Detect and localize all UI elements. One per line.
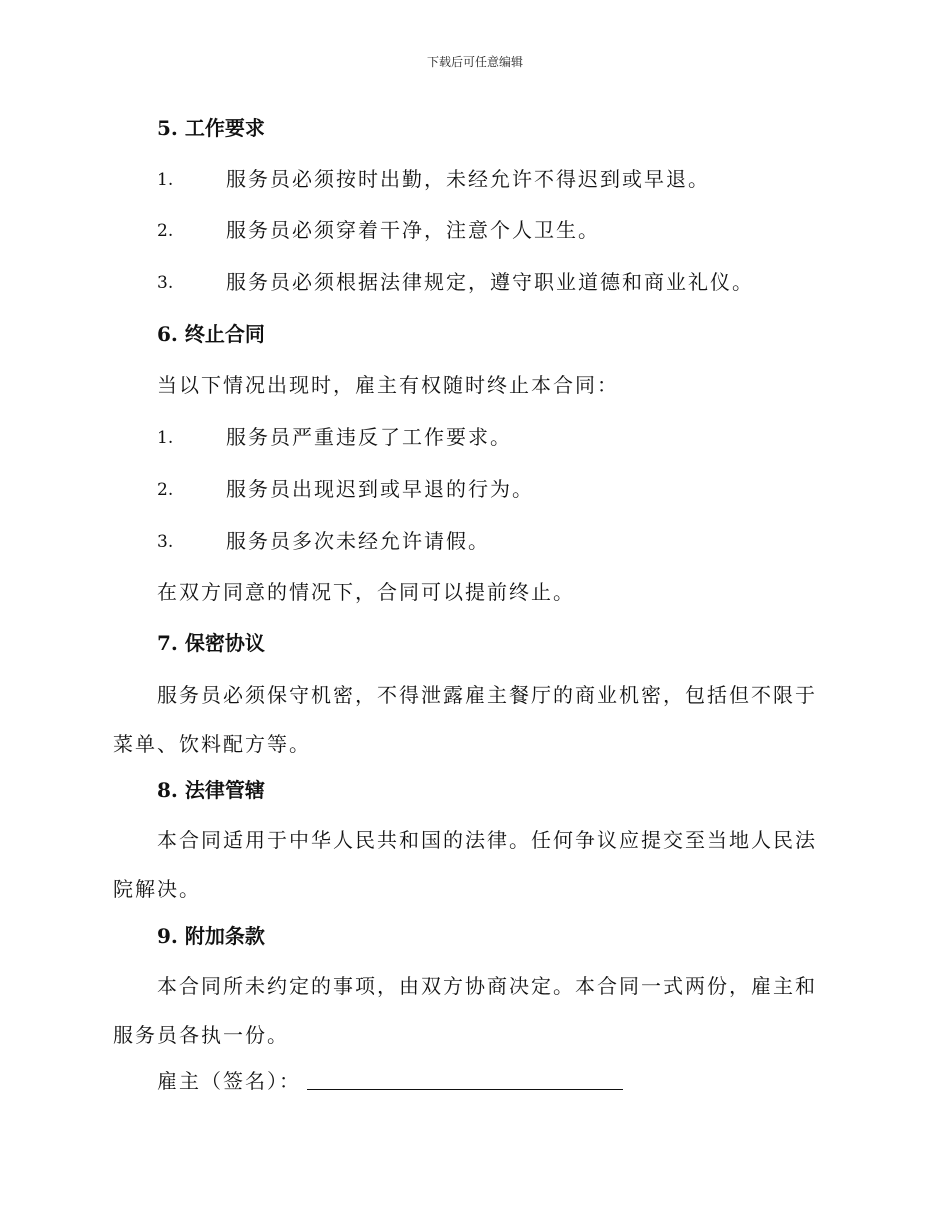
section-6-heading: 6. 终止合同	[157, 322, 265, 346]
section-6-intro: 当以下情况出现时，雇主有权随时终止本合同：	[157, 373, 619, 397]
section-8-heading: 8. 法律管辖	[157, 778, 265, 802]
section-6-item-1-number: 1.	[157, 428, 174, 448]
section-6-item-3-text: 服务员多次未经允许请假。	[226, 529, 490, 553]
section-5-item-1-number: 1.	[157, 170, 174, 190]
section-8-body: 本合同适用于中华人民共和国的法律。任何争议应提交至当地人民法院解决。	[113, 828, 817, 901]
section-5-heading: 5. 工作要求	[157, 116, 265, 140]
section-9-heading: 9. 附加条款	[157, 924, 265, 948]
section-6-item-1-text: 服务员严重违反了工作要求。	[226, 425, 512, 449]
section-9-body: 本合同所未约定的事项，由双方协商决定。本合同一式两份，雇主和服务员各执一份。	[113, 974, 817, 1047]
page-header-note: 下载后可任意编辑	[426, 55, 523, 69]
section-5-item-1-text: 服务员必须按时出勤，未经允许不得迟到或早退。	[226, 167, 710, 191]
section-6-item-3-number: 3.	[157, 532, 174, 552]
section-5-item-3-text: 服务员必须根据法律规定，遵守职业道德和商业礼仪。	[226, 270, 754, 294]
employer-signature-line	[307, 1089, 623, 1090]
section-5-item-2-text: 服务员必须穿着干净，注意个人卫生。	[226, 218, 600, 242]
section-6-item-2-text: 服务员出现迟到或早退的行为。	[226, 477, 534, 501]
section-5-item-3-number: 3.	[157, 273, 174, 293]
section-5-item-2-number: 2.	[157, 221, 174, 241]
section-7-heading: 7. 保密协议	[157, 631, 265, 655]
section-7-body: 服务员必须保守机密，不得泄露雇主餐厅的商业机密，包括但不限于菜单、饮料配方等。	[113, 683, 817, 756]
section-6-item-2-number: 2.	[157, 480, 174, 500]
employer-signature-label: 雇主（签名）：	[157, 1069, 301, 1093]
section-6-outro: 在双方同意的情况下，合同可以提前终止。	[157, 580, 575, 604]
